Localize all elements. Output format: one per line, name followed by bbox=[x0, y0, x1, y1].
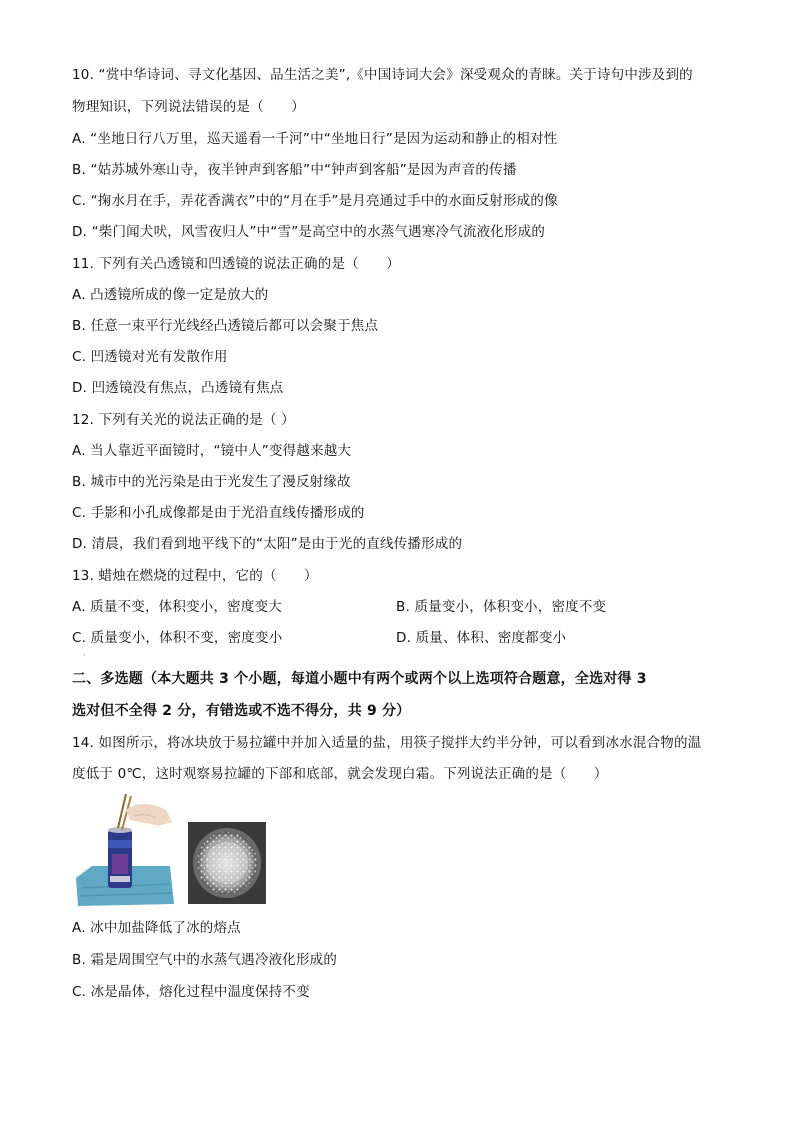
q11-option-d: D. 凹透镜没有焦点，凸透镜有焦点 bbox=[72, 380, 284, 396]
stray-mark: · bbox=[83, 651, 86, 660]
q14-option-a: A. 冰中加盐降低了冰的熔点 bbox=[72, 920, 241, 936]
q13-option-a: A. 质量不变，体积变小，密度变大 bbox=[72, 599, 282, 615]
can-stirring-photo bbox=[74, 792, 176, 908]
q14-option-b: B. 霜是周围空气中的水蒸气遇冷液化形成的 bbox=[72, 952, 338, 968]
section2-heading-line2: 选对但不全得 2 分，有错选或不选不得分，共 9 分） bbox=[72, 703, 411, 719]
q14-stem-line1: 14. 如图所示，将冰块放于易拉罐中并加入适量的盐，用筷子搅拌大约半分钟，可以看到冰水混合物的温 bbox=[72, 735, 702, 751]
section2-heading-line1: 二、多选题（本大题共 3 个小题，每道小题中有两个或两个以上选项符合题意，全选对得 3 bbox=[72, 671, 647, 687]
q13-option-d: D. 质量、体积、密度都变小 bbox=[396, 630, 567, 646]
q10-stem-line2: 物理知识，下列说法错误的是（ ） bbox=[72, 99, 305, 115]
q12-option-b: B. 城市中的光污染是由于光发生了漫反射缘故 bbox=[72, 474, 351, 490]
q11-option-a: A. 凸透镜所成的像一定是放大的 bbox=[72, 287, 269, 303]
q11-option-c: C. 凹透镜对光有发散作用 bbox=[72, 349, 228, 365]
q12-option-c: C. 手影和小孔成像都是由于光沿直线传播形成的 bbox=[72, 505, 365, 521]
q13-option-c: C. 质量变小，体积不变，密度变小 bbox=[72, 630, 283, 646]
q13-option-b: B. 质量变小，体积变小，密度不变 bbox=[396, 599, 607, 615]
q10-option-c: C. “掬水月在手，弄花香满衣”中的“月在手”是月亮通过手中的水面反射形成的像 bbox=[72, 193, 558, 209]
frost-photo bbox=[188, 822, 266, 904]
q12-stem: 12. 下列有关光的说法正确的是（ ） bbox=[72, 412, 295, 428]
q10-stem-line1: 10. “赏中华诗词、寻文化基因、品生活之美”,《中国诗词大会》深受观众的青睐。关于诗句中涉及到的 bbox=[72, 67, 693, 83]
q12-option-a: A. 当人靠近平面镜时，“镜中人”变得越来越大 bbox=[72, 443, 352, 459]
q14-option-c: C. 冰是晶体，熔化过程中温度保持不变 bbox=[72, 984, 310, 1000]
q11-stem: 11. 下列有关凸透镜和凹透镜的说法正确的是（ ） bbox=[72, 256, 400, 272]
q10-option-a: A. “坐地日行八万里，巡天遥看一千河”中“坐地日行”是因为运动和静止的相对性 bbox=[72, 131, 558, 147]
q10-option-d: D. “柴门闻犬吠，风雪夜归人”中“雪”是高空中的水蒸气遇寒冷气流液化形成的 bbox=[72, 224, 546, 240]
q13-stem: 13. 蜡烛在燃烧的过程中，它的（ ） bbox=[72, 568, 318, 584]
q14-stem-line2: 度低于 0℃，这时观察易拉罐的下部和底部，就会发现白霜。下列说法正确的是（ ） bbox=[72, 766, 608, 782]
q11-option-b: B. 任意一束平行光线经凸透镜后都可以会聚于焦点 bbox=[72, 318, 379, 334]
q10-option-b: B. “姑苏城外寒山寺，夜半钟声到客船”中“钟声到客船”是因为声音的传播 bbox=[72, 162, 517, 178]
q12-option-d: D. 清晨，我们看到地平线下的“太阳”是由于光的直线传播形成的 bbox=[72, 536, 463, 552]
